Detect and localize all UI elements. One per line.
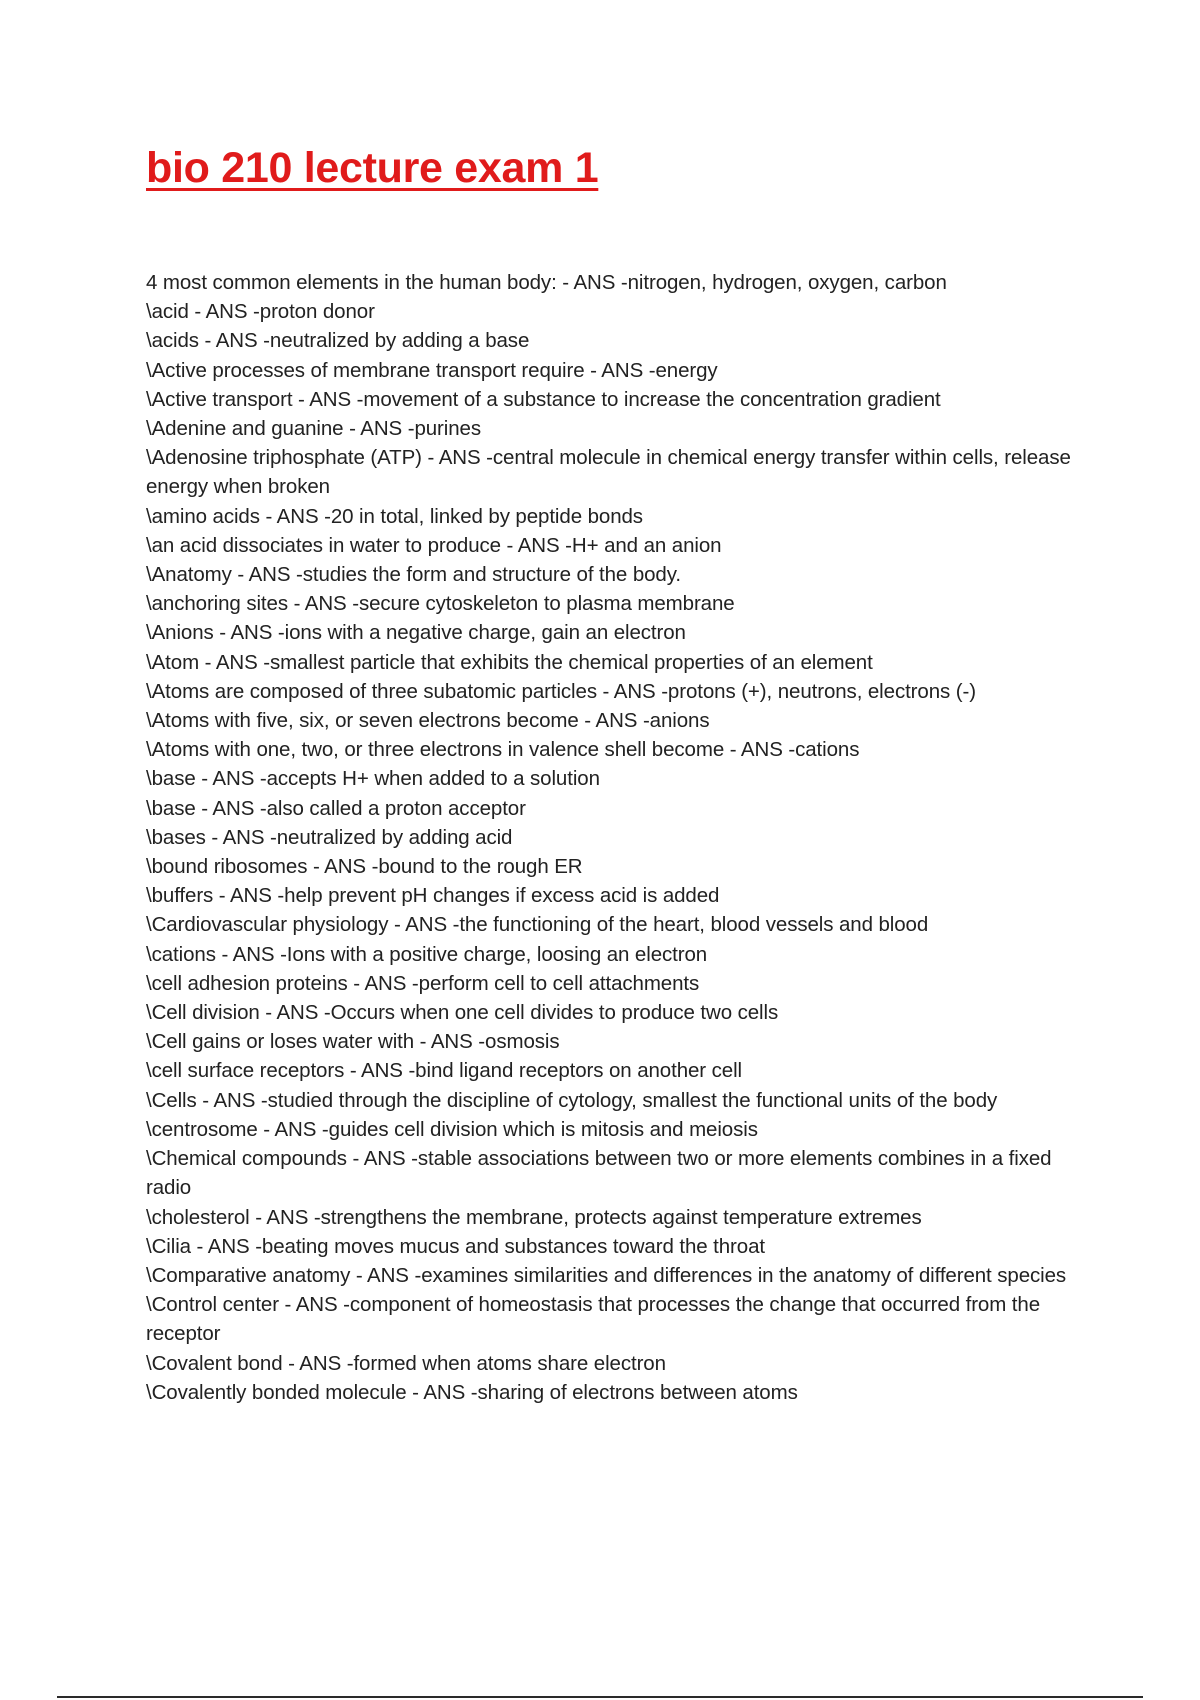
- list-item: \Adenosine triphosphate (ATP) - ANS -central molecule in chemical energy transfer within cells, release energy when broken: [146, 446, 1071, 499]
- page-divider: [57, 1696, 1143, 1698]
- list-item: \Active processes of membrane transport require - ANS -energy: [146, 358, 718, 382]
- list-item: \Anions - ANS -ions with a negative charge, gain an electron: [146, 621, 686, 645]
- list-item: \Control center - ANS -component of homeostasis that processes the change that occurred from the receptor: [146, 1293, 1041, 1346]
- list-item: 4 most common elements in the human body: - ANS -nitrogen, hydrogen, oxygen, carbon: [146, 271, 947, 294]
- list-item: \Cells - ANS -studied through the discipline of cytology, smallest the functional units of the body: [146, 1088, 998, 1112]
- list-item: \Atoms are composed of three subatomic particles - ANS -protons (+), neutrons, electrons (-): [146, 679, 976, 703]
- list-item: \base - ANS -also called a proton acceptor: [146, 796, 526, 820]
- list-item: \acids - ANS -neutralized by adding a base: [146, 329, 530, 353]
- list-item: \Atoms with five, six, or seven electrons become - ANS -anions: [146, 709, 710, 733]
- list-item: \Atom - ANS -smallest particle that exhibits the chemical properties of an element: [146, 650, 873, 674]
- list-item: \centrosome - ANS -guides cell division which is mitosis and meiosis: [146, 1117, 758, 1141]
- list-item: \Active transport - ANS -movement of a substance to increase the concentration gradient: [146, 387, 941, 411]
- list-item: \acid - ANS -proton donor: [146, 300, 375, 324]
- flashcard-list: [146, 268, 1092, 1407]
- list-item: \Covalently bonded molecule - ANS -sharing of electrons between atoms: [146, 1380, 798, 1404]
- list-item: \Comparative anatomy - ANS -examines similarities and differences in the anatomy of different species: [146, 1263, 1067, 1287]
- list-item: \anchoring sites - ANS -secure cytoskeleton to plasma membrane: [146, 592, 735, 616]
- list-item: \an acid dissociates in water to produce - ANS -H+ and an anion: [146, 533, 722, 557]
- list-item: \Cilia - ANS -beating moves mucus and substances toward the throat: [146, 1234, 765, 1258]
- list-item: \base - ANS -accepts H+ when added to a solution: [146, 767, 600, 791]
- list-item: \Covalent bond - ANS -formed when atoms share electron: [146, 1351, 666, 1375]
- list-item: \Adenine and guanine - ANS -purines: [146, 417, 481, 441]
- list-item: \Atoms with one, two, or three electrons in valence shell become - ANS -cations: [146, 738, 860, 762]
- list-item: \Cell division - ANS -Occurs when one cell divides to produce two cells: [146, 1001, 779, 1025]
- list-item: \cations - ANS -Ions with a positive charge, loosing an electron: [146, 942, 708, 966]
- document-title: bio 210 lecture exam 1: [146, 144, 599, 192]
- list-item: \buffers - ANS -help prevent pH changes if excess acid is added: [146, 884, 720, 908]
- list-item: \cell adhesion proteins - ANS -perform cell to cell attachments: [146, 971, 700, 995]
- list-item: \amino acids - ANS -20 in total, linked by peptide bonds: [146, 504, 643, 528]
- list-item: \Chemical compounds - ANS -stable associations between two or more elements combines in a fixed radio: [146, 1147, 1052, 1200]
- list-item: \cell surface receptors - ANS -bind ligand receptors on another cell: [146, 1059, 742, 1083]
- list-item: \bound ribosomes - ANS -bound to the rough ER: [146, 855, 583, 879]
- list-item: \cholesterol - ANS -strengthens the membrane, protects against temperature extremes: [146, 1205, 922, 1229]
- list-item: \Cell gains or loses water with - ANS -osmosis: [146, 1030, 560, 1054]
- list-item: \Anatomy - ANS -studies the form and structure of the body.: [146, 563, 681, 587]
- list-item: \Cardiovascular physiology - ANS -the functioning of the heart, blood vessels and blood: [146, 913, 929, 937]
- list-item: \bases - ANS -neutralized by adding acid: [146, 825, 513, 849]
